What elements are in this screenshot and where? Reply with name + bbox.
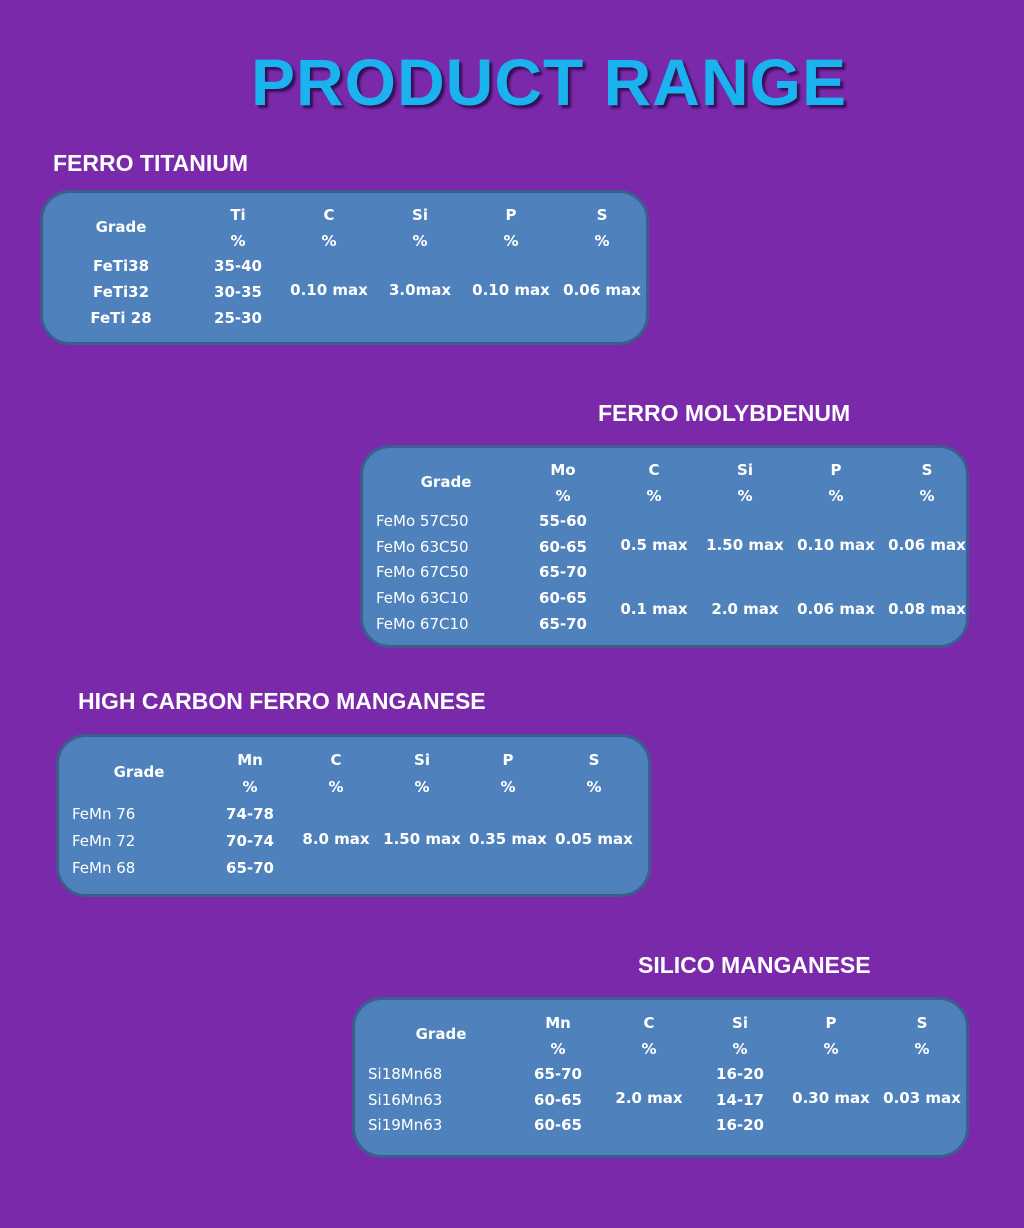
si-value: 16-20 <box>716 1065 764 1083</box>
si-header: Si <box>414 751 430 769</box>
unit-label: % <box>737 487 753 505</box>
p-value: 0.10 max <box>797 536 875 554</box>
grade-cell: FeTi38 <box>92 257 150 275</box>
s-value: 0.03 max <box>883 1089 961 1107</box>
hc-ferro-manganese-table <box>56 734 651 897</box>
ferro-molybdenum-table <box>360 445 969 648</box>
grade-cell: FeTi 28 <box>90 309 152 327</box>
c-header: C <box>643 1014 655 1032</box>
mo-value: 65-70 <box>539 615 587 633</box>
si-header: Si <box>737 461 753 479</box>
grade-cell: FeMo 57C50 <box>376 512 469 530</box>
ferro-titanium-heading: FERRO TITANIUM <box>53 150 249 176</box>
grade-header: Grade <box>113 763 165 781</box>
grade-cell: FeMo 63C10 <box>376 589 469 607</box>
grade-header: Grade <box>95 218 147 236</box>
ferro-titanium-table <box>40 190 649 345</box>
unit-label: % <box>412 232 428 250</box>
s-header: S <box>588 751 600 769</box>
unit-label: % <box>919 487 935 505</box>
p-value: 0.30 max <box>792 1089 870 1107</box>
grade-cell: FeMo 63C50 <box>376 538 469 556</box>
grade-header: Grade <box>415 1025 467 1043</box>
c-value: 0.10 max <box>290 281 368 299</box>
unit-label: % <box>594 232 610 250</box>
p-header: P <box>825 1014 837 1032</box>
s-value: 0.06 max <box>888 536 966 554</box>
mn-value: 60-65 <box>534 1091 582 1109</box>
unit-label: % <box>732 1040 748 1058</box>
unit-label: % <box>550 1040 566 1058</box>
hc-ferro-manganese-heading: HIGH CARBON FERRO MANGANESE <box>78 688 486 714</box>
si-value: 3.0max <box>389 281 451 299</box>
unit-label: % <box>321 232 337 250</box>
unit-label: % <box>230 232 246 250</box>
si-value: 16-20 <box>716 1116 764 1134</box>
grade-cell: FeMo 67C10 <box>376 615 469 633</box>
unit-label: % <box>586 778 602 796</box>
p-header: P <box>830 461 842 479</box>
mo-value: 55-60 <box>539 512 587 530</box>
ti-value: 30-35 <box>214 283 262 301</box>
p-value: 0.10 max <box>472 281 550 299</box>
unit-label: % <box>823 1040 839 1058</box>
ti-header: Ti <box>230 206 246 224</box>
mo-value: 60-65 <box>539 538 587 556</box>
c-value: 8.0 max <box>302 830 370 848</box>
si-value: 2.0 max <box>711 600 779 618</box>
c-value: 0.1 max <box>620 600 688 618</box>
grade-cell: FeMn 72 <box>72 832 136 850</box>
unit-label: % <box>914 1040 930 1058</box>
ti-value: 25-30 <box>214 309 262 327</box>
grade-cell: Si16Mn63 <box>368 1091 443 1109</box>
mo-header: Mo <box>550 461 576 479</box>
mn-header: Mn <box>237 751 263 769</box>
p-header: P <box>505 206 517 224</box>
unit-label: % <box>646 487 662 505</box>
mn-header: Mn <box>545 1014 571 1032</box>
unit-label: % <box>414 778 430 796</box>
mn-value: 65-70 <box>534 1065 582 1083</box>
grade-cell: FeMn 68 <box>72 859 136 877</box>
si-value: 1.50 max <box>706 536 784 554</box>
mo-value: 60-65 <box>539 589 587 607</box>
s-header: S <box>921 461 933 479</box>
page-title: PRODUCT RANGE <box>250 45 847 119</box>
si-value: 1.50 max <box>383 830 461 848</box>
grade-header: Grade <box>420 473 472 491</box>
c-header: C <box>323 206 335 224</box>
silico-manganese-heading: SILICO MANGANESE <box>638 952 871 978</box>
unit-label: % <box>503 232 519 250</box>
grade-cell: FeMo 67C50 <box>376 563 469 581</box>
grade-cell: Si19Mn63 <box>368 1116 443 1134</box>
si-value: 14-17 <box>716 1091 764 1109</box>
p-value: 0.35 max <box>469 830 547 848</box>
mn-value: 60-65 <box>534 1116 582 1134</box>
grade-cell: FeMn 76 <box>72 805 136 823</box>
ferro-molybdenum-heading: FERRO MOLYBDENUM <box>598 400 851 426</box>
ti-value: 35-40 <box>214 257 262 275</box>
grade-cell: Si18Mn68 <box>368 1065 443 1083</box>
c-value: 2.0 max <box>615 1089 683 1107</box>
mo-value: 65-70 <box>539 563 587 581</box>
unit-label: % <box>828 487 844 505</box>
s-value: 0.05 max <box>555 830 633 848</box>
mn-value: 74-78 <box>226 805 274 823</box>
s-value: 0.08 max <box>888 600 966 618</box>
mn-value: 65-70 <box>226 859 274 877</box>
unit-label: % <box>641 1040 657 1058</box>
c-header: C <box>330 751 342 769</box>
c-value: 0.5 max <box>620 536 688 554</box>
p-header: P <box>502 751 514 769</box>
unit-label: % <box>242 778 258 796</box>
grade-cell: FeTi32 <box>92 283 150 301</box>
s-value: 0.06 max <box>563 281 641 299</box>
si-header: Si <box>732 1014 748 1032</box>
unit-label: % <box>500 778 516 796</box>
silico-manganese-table <box>352 997 969 1158</box>
s-header: S <box>596 206 608 224</box>
c-header: C <box>648 461 660 479</box>
p-value: 0.06 max <box>797 600 875 618</box>
mn-value: 70-74 <box>226 832 274 850</box>
si-header: Si <box>412 206 428 224</box>
unit-label: % <box>328 778 344 796</box>
unit-label: % <box>555 487 571 505</box>
s-header: S <box>916 1014 928 1032</box>
